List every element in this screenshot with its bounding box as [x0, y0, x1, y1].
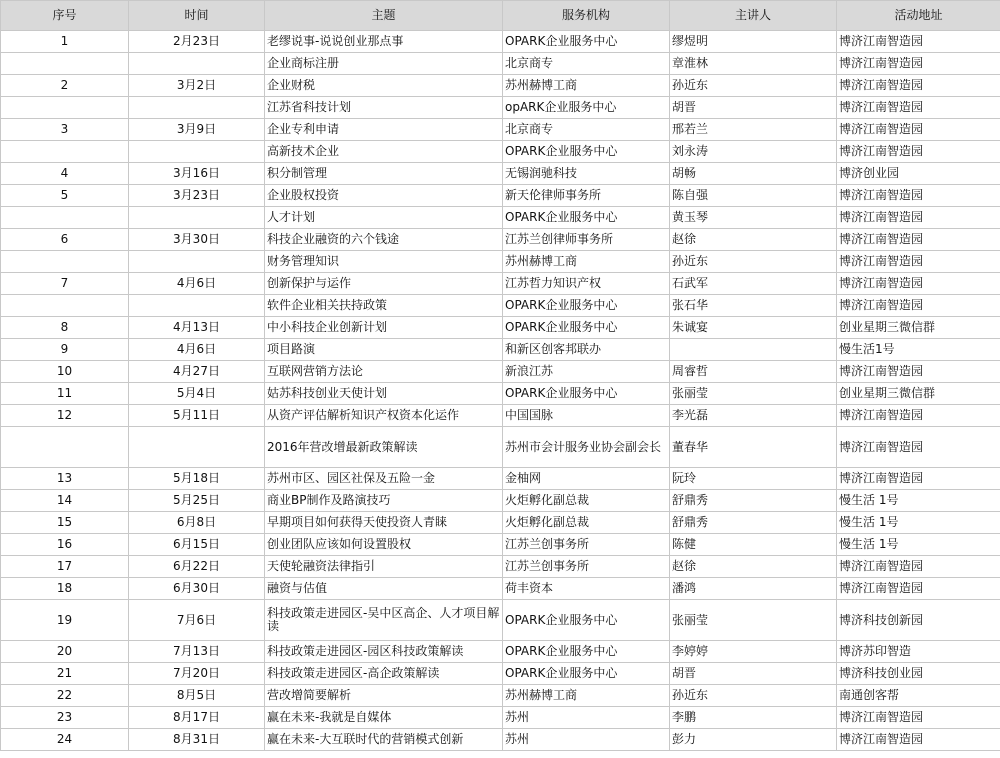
cell-speaker: 周睿哲: [670, 361, 837, 383]
cell-speaker: 董春华: [670, 427, 837, 468]
cell-speaker: 孙近东: [670, 251, 837, 273]
cell-speaker: 胡畅: [670, 163, 837, 185]
table-row: [1, 641, 1000, 663]
cell-speaker: 黄玉琴: [670, 207, 837, 229]
cell-date: 4月27日: [129, 361, 265, 383]
cell-topic: 天使轮融资法律指引: [265, 556, 503, 578]
table-row: [1, 578, 1000, 600]
cell-topic: 江苏省科技计划: [265, 97, 503, 119]
cell-org: OPARK企业服务中心: [503, 207, 670, 229]
cell-org: 金柚网: [503, 468, 670, 490]
table-body: [1, 31, 1000, 751]
cell-date: 8月31日: [129, 729, 265, 751]
table-row: [1, 663, 1000, 685]
cell-org: 北京商专: [503, 119, 670, 141]
cell-org: 新浪江苏: [503, 361, 670, 383]
table-row: [1, 534, 1000, 556]
cell-no: [1, 295, 129, 317]
cell-org: 江苏兰创事务所: [503, 534, 670, 556]
cell-org: 苏州: [503, 729, 670, 751]
cell-speaker: 章淮林: [670, 53, 837, 75]
cell-date: 3月30日: [129, 229, 265, 251]
header-cell-topic: 主题: [265, 1, 503, 31]
cell-date: [129, 97, 265, 119]
cell-no: 6: [1, 229, 129, 251]
cell-speaker: 张丽莹: [670, 600, 837, 641]
cell-org: 苏州赫博工商: [503, 251, 670, 273]
cell-venue: 博济江南智造园: [837, 251, 1000, 273]
cell-speaker: 缪煜明: [670, 31, 837, 53]
cell-no: 12: [1, 405, 129, 427]
cell-topic: 姑苏科技创业天使计划: [265, 383, 503, 405]
cell-org: 苏州: [503, 707, 670, 729]
cell-no: 24: [1, 729, 129, 751]
cell-topic: 人才计划: [265, 207, 503, 229]
cell-date: 6月15日: [129, 534, 265, 556]
cell-date: [129, 251, 265, 273]
cell-org: 新天伦律师事务所: [503, 185, 670, 207]
table-row: [1, 361, 1000, 383]
table-row: [1, 339, 1000, 361]
cell-no: 4: [1, 163, 129, 185]
cell-no: 1: [1, 31, 129, 53]
cell-org: 苏州市会计服务业协会副会长: [503, 427, 670, 468]
cell-date: 7月6日: [129, 600, 265, 641]
cell-org: 江苏兰创事务所: [503, 556, 670, 578]
cell-speaker: 赵徐: [670, 229, 837, 251]
cell-topic: 融资与估值: [265, 578, 503, 600]
cell-date: 2月23日: [129, 31, 265, 53]
cell-venue: 博济创业园: [837, 163, 1000, 185]
cell-speaker: 朱诚宴: [670, 317, 837, 339]
cell-speaker: 陈自强: [670, 185, 837, 207]
cell-speaker: 孙近东: [670, 75, 837, 97]
cell-date: 8月17日: [129, 707, 265, 729]
cell-speaker: 阮玲: [670, 468, 837, 490]
cell-org: 北京商专: [503, 53, 670, 75]
cell-venue: 博济江南智造园: [837, 207, 1000, 229]
cell-date: [129, 53, 265, 75]
cell-venue: 博济江南智造园: [837, 361, 1000, 383]
table-row: [1, 163, 1000, 185]
table-row: [1, 383, 1000, 405]
cell-org: opARK企业服务中心: [503, 97, 670, 119]
cell-venue: 博济江南智造园: [837, 141, 1000, 163]
cell-org: 无锡润驰科技: [503, 163, 670, 185]
table-row: [1, 185, 1000, 207]
cell-topic: 积分制管理: [265, 163, 503, 185]
cell-speaker: 胡晋: [670, 663, 837, 685]
cell-no: [1, 251, 129, 273]
cell-topic: 营改增简要解析: [265, 685, 503, 707]
header-cell-speaker: 主讲人: [670, 1, 837, 31]
cell-topic: 赢在未来-大互联时代的营销模式创新: [265, 729, 503, 751]
cell-org: OPARK企业服务中心: [503, 641, 670, 663]
table-row: [1, 229, 1000, 251]
cell-topic: 财务管理知识: [265, 251, 503, 273]
cell-topic: 从资产评估解析知识产权资本化运作: [265, 405, 503, 427]
cell-date: 6月30日: [129, 578, 265, 600]
cell-no: 16: [1, 534, 129, 556]
cell-venue: 博济江南智造园: [837, 185, 1000, 207]
header-row: [1, 1, 1000, 31]
cell-topic: 苏州市区、园区社保及五险一金: [265, 468, 503, 490]
cell-topic: 企业财税: [265, 75, 503, 97]
table-row: [1, 490, 1000, 512]
cell-venue: 博济江南智造园: [837, 405, 1000, 427]
cell-venue: 博济江南智造园: [837, 31, 1000, 53]
cell-topic: 软件企业相关扶持政策: [265, 295, 503, 317]
cell-date: [129, 207, 265, 229]
table-row: [1, 512, 1000, 534]
cell-date: 5月4日: [129, 383, 265, 405]
cell-topic: 企业股权投资: [265, 185, 503, 207]
cell-speaker: [670, 339, 837, 361]
cell-org: 火炬孵化副总裁: [503, 512, 670, 534]
table-row: [1, 119, 1000, 141]
cell-org: OPARK企业服务中心: [503, 663, 670, 685]
cell-date: 6月22日: [129, 556, 265, 578]
table-row: [1, 295, 1000, 317]
table-row: [1, 600, 1000, 641]
cell-venue: 博济江南智造园: [837, 53, 1000, 75]
cell-no: 2: [1, 75, 129, 97]
cell-no: 11: [1, 383, 129, 405]
cell-no: [1, 427, 129, 468]
cell-topic: 2016年营改增最新政策解读: [265, 427, 503, 468]
header-cell-no: 序号: [1, 1, 129, 31]
table-row: [1, 31, 1000, 53]
cell-speaker: 彭力: [670, 729, 837, 751]
table-row: [1, 141, 1000, 163]
cell-no: 5: [1, 185, 129, 207]
cell-no: 10: [1, 361, 129, 383]
cell-venue: 博济江南智造园: [837, 229, 1000, 251]
table-row: [1, 97, 1000, 119]
cell-date: 5月18日: [129, 468, 265, 490]
cell-speaker: 张丽莹: [670, 383, 837, 405]
cell-no: 17: [1, 556, 129, 578]
cell-date: 3月2日: [129, 75, 265, 97]
table-row: [1, 468, 1000, 490]
cell-no: 15: [1, 512, 129, 534]
table-row: [1, 707, 1000, 729]
cell-speaker: 孙近东: [670, 685, 837, 707]
cell-no: 7: [1, 273, 129, 295]
cell-venue: 博济江南智造园: [837, 578, 1000, 600]
cell-speaker: 李鹏: [670, 707, 837, 729]
cell-venue: 博济江南智造园: [837, 75, 1000, 97]
cell-date: 7月13日: [129, 641, 265, 663]
header-cell-org: 服务机构: [503, 1, 670, 31]
cell-speaker: 石武军: [670, 273, 837, 295]
cell-date: 3月16日: [129, 163, 265, 185]
cell-no: 13: [1, 468, 129, 490]
cell-topic: 科技企业融资的六个钱途: [265, 229, 503, 251]
cell-venue: 创业星期三微信群: [837, 383, 1000, 405]
table-row: [1, 251, 1000, 273]
header-cell-venue: 活动地址: [837, 1, 1000, 31]
cell-org: 和新区创客邦联办: [503, 339, 670, 361]
cell-venue: 博济江南智造园: [837, 295, 1000, 317]
cell-topic: 企业专利申请: [265, 119, 503, 141]
cell-date: [129, 427, 265, 468]
cell-date: 3月23日: [129, 185, 265, 207]
cell-no: 20: [1, 641, 129, 663]
cell-venue: 博济苏印智造: [837, 641, 1000, 663]
cell-venue: 博济江南智造园: [837, 119, 1000, 141]
cell-speaker: 陈健: [670, 534, 837, 556]
cell-no: 14: [1, 490, 129, 512]
cell-org: 火炬孵化副总裁: [503, 490, 670, 512]
cell-date: 5月25日: [129, 490, 265, 512]
cell-topic: 中小科技企业创新计划: [265, 317, 503, 339]
cell-date: 4月6日: [129, 339, 265, 361]
cell-venue: 博济江南智造园: [837, 729, 1000, 751]
cell-speaker: 潘鸿: [670, 578, 837, 600]
cell-no: 19: [1, 600, 129, 641]
table-row: [1, 53, 1000, 75]
cell-date: 3月9日: [129, 119, 265, 141]
cell-org: OPARK企业服务中心: [503, 317, 670, 339]
cell-speaker: 李光磊: [670, 405, 837, 427]
cell-org: OPARK企业服务中心: [503, 295, 670, 317]
table-row: [1, 317, 1000, 339]
cell-topic: 创业团队应该如何设置股权: [265, 534, 503, 556]
cell-venue: 博济江南智造园: [837, 468, 1000, 490]
cell-speaker: 刘永涛: [670, 141, 837, 163]
cell-no: 23: [1, 707, 129, 729]
cell-speaker: 张石华: [670, 295, 837, 317]
cell-venue: 博济江南智造园: [837, 427, 1000, 468]
cell-topic: 早期项目如何获得天使投资人青睐: [265, 512, 503, 534]
cell-speaker: 舒鼎秀: [670, 512, 837, 534]
cell-date: 5月11日: [129, 405, 265, 427]
cell-speaker: 邢若兰: [670, 119, 837, 141]
cell-no: 3: [1, 119, 129, 141]
cell-no: 18: [1, 578, 129, 600]
table-row: [1, 207, 1000, 229]
cell-org: 中国国脉: [503, 405, 670, 427]
cell-topic: 科技政策走进园区-高企政策解读: [265, 663, 503, 685]
cell-topic: 项目路演: [265, 339, 503, 361]
cell-org: OPARK企业服务中心: [503, 31, 670, 53]
cell-org: 苏州赫博工商: [503, 685, 670, 707]
cell-speaker: 舒鼎秀: [670, 490, 837, 512]
cell-speaker: 赵徐: [670, 556, 837, 578]
cell-venue: 博济江南智造园: [837, 707, 1000, 729]
cell-speaker: 李婷婷: [670, 641, 837, 663]
cell-venue: 慢生活 1号: [837, 512, 1000, 534]
cell-date: 8月5日: [129, 685, 265, 707]
cell-no: [1, 141, 129, 163]
cell-org: OPARK企业服务中心: [503, 383, 670, 405]
cell-org: 江苏兰创律师事务所: [503, 229, 670, 251]
cell-no: 9: [1, 339, 129, 361]
table-row: [1, 685, 1000, 707]
cell-topic: 企业商标注册: [265, 53, 503, 75]
cell-org: OPARK企业服务中心: [503, 141, 670, 163]
cell-venue: 南通创客帮: [837, 685, 1000, 707]
table-row: [1, 405, 1000, 427]
cell-venue: 博济江南智造园: [837, 273, 1000, 295]
cell-venue: 博济科技创新园: [837, 600, 1000, 641]
cell-topic: 创新保护与运作: [265, 273, 503, 295]
cell-org: 荷丰资本: [503, 578, 670, 600]
cell-venue: 慢生活1号: [837, 339, 1000, 361]
cell-topic: 高新技术企业: [265, 141, 503, 163]
cell-org: 苏州赫博工商: [503, 75, 670, 97]
table-row: [1, 273, 1000, 295]
cell-venue: 慢生活 1号: [837, 534, 1000, 556]
cell-date: 4月6日: [129, 273, 265, 295]
cell-venue: 博济江南智造园: [837, 97, 1000, 119]
cell-venue: 博济江南智造园: [837, 556, 1000, 578]
cell-no: [1, 97, 129, 119]
table-row: [1, 729, 1000, 751]
cell-topic: 赢在未来-我就是自媒体: [265, 707, 503, 729]
table-row: [1, 75, 1000, 97]
cell-speaker: 胡晋: [670, 97, 837, 119]
cell-no: [1, 207, 129, 229]
cell-topic: 商业BP制作及路演技巧: [265, 490, 503, 512]
cell-venue: 创业星期三微信群: [837, 317, 1000, 339]
cell-no: [1, 53, 129, 75]
cell-no: 8: [1, 317, 129, 339]
cell-venue: 慢生活 1号: [837, 490, 1000, 512]
cell-topic: 互联网营销方法论: [265, 361, 503, 383]
cell-date: 4月13日: [129, 317, 265, 339]
cell-org: 江苏哲力知识产权: [503, 273, 670, 295]
cell-venue: 博济科技创业园: [837, 663, 1000, 685]
cell-topic: 老缪说事-说说创业那点事: [265, 31, 503, 53]
cell-topic: 科技政策走进园区-园区科技政策解读: [265, 641, 503, 663]
cell-topic: 科技政策走进园区-吴中区高企、人才项目解读: [265, 600, 503, 641]
cell-date: [129, 141, 265, 163]
cell-org: OPARK企业服务中心: [503, 600, 670, 641]
cell-date: 6月8日: [129, 512, 265, 534]
cell-no: 22: [1, 685, 129, 707]
cell-date: [129, 295, 265, 317]
cell-no: 21: [1, 663, 129, 685]
table-row: [1, 427, 1000, 468]
header-cell-date: 时间: [129, 1, 265, 31]
cell-date: 7月20日: [129, 663, 265, 685]
table-row: [1, 556, 1000, 578]
